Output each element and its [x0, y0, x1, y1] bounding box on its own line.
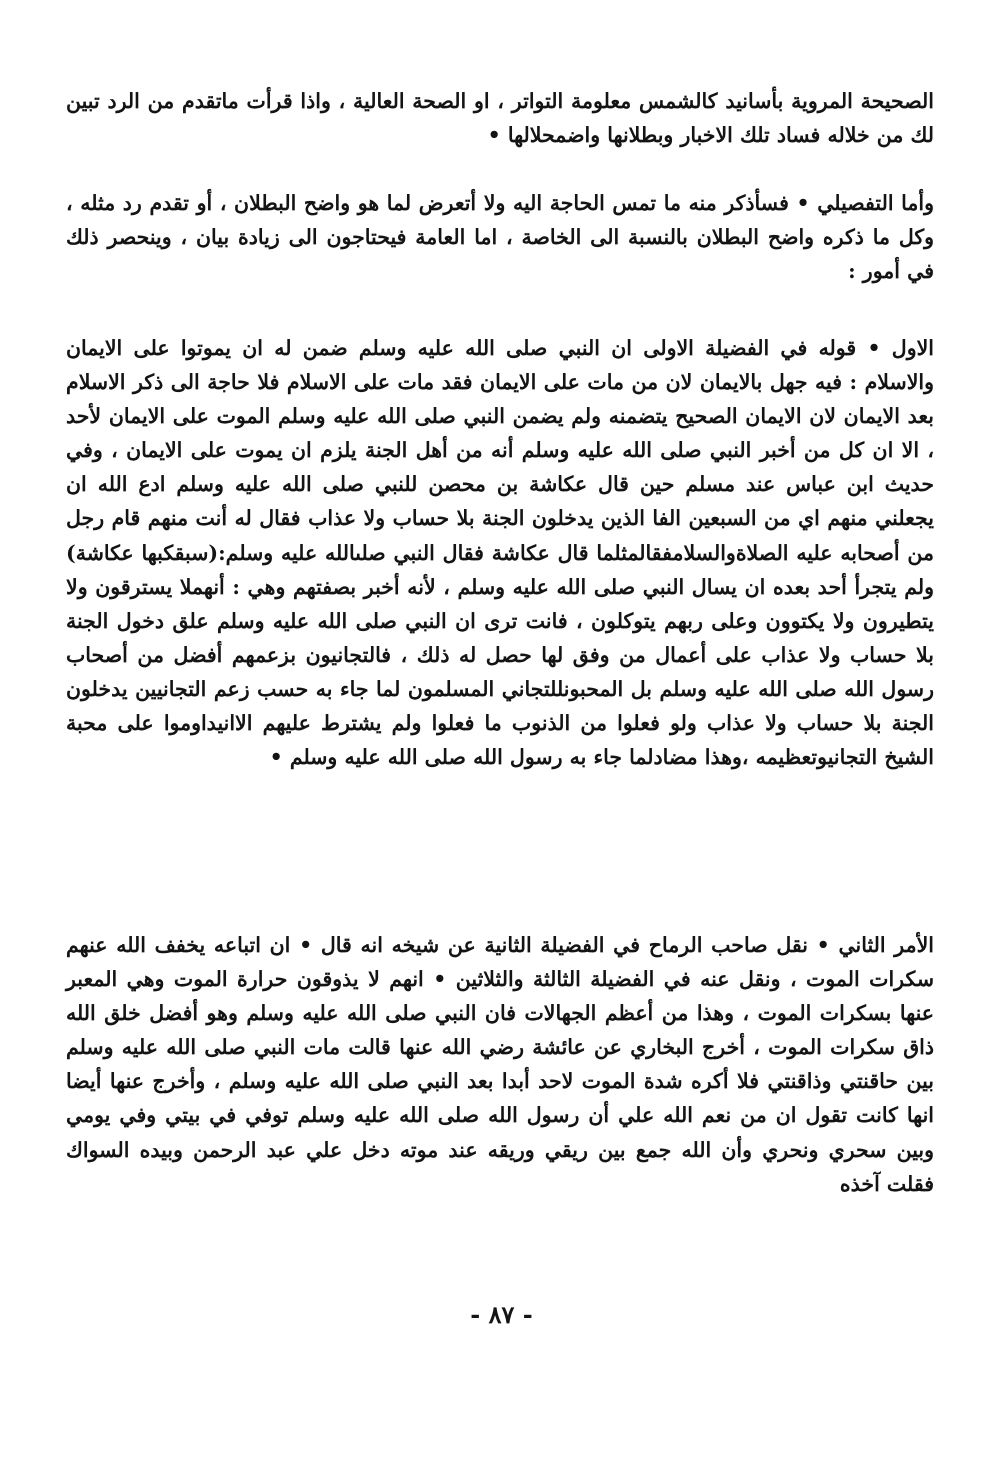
- paragraph-4: الأمر الثاني • نقل صاحب الرماح في الفضيلة الثانية عن شيخه انه قال • ان اتباعه يخفف الله عنهم سكرات الموت ، ونقل عنه في الفضيلة الثالثة والثلاثين • انهم لا يذوقون حرارة الموت وهي المعبر عنها بسكرات الموت ، وهذا من أعظم الجهالات فان النبي صلى الله عليه وسلم وهو أفضل خلق الله ذاق سكرات الموت ، أخرج البخاري عن عائشة رضي الله عنها قالت مات النبي صلى الله عليه وسلم بين حاقنتي وذاقنتي فلا أكره شدة الموت لاحد أبدا بعد النبي صلى الله عليه وسلم ، وأخرج عنها أيضا انها كانت تقول ان من نعم الله علي أن رسول الله صلى الله عليه وسلم توفي في بيتي وفي يومي وبين سحري ونحري وأن الله جمع بين ريقي وريقه عند موته دخل علي عبد الرحمن وبيده السواك فقلت آخذه: [66, 933, 934, 1196]
- paragraph-2: وأما التفصيلي • فسأذكر منه ما تمس الحاجة اليه ولا أتعرض لما هو واضح البطلان ، أو تقدم رد مثله ، وكل ما ذكره واضح البطلان بالنسبة الى الخاصة ، اما العامة فيحتاجون الى زيادة بيان ، وينحصر ذلك في أمور :: [66, 191, 934, 284]
- page-number: - ٨٧ -: [470, 1300, 533, 1329]
- paragraph-1: الصحيحة المروية بأسانيد كالشمس معلومة التواتر ، او الصحة العالية ، واذا قرأت ماتقدم من الرد تبين لك من خلاله فساد تلك الاخبار وبطلانها واضمحلالها •: [66, 89, 934, 148]
- paragraph-3: الاول • قوله في الفضيلة الاولى ان النبي صلى الله عليه وسلم ضمن له ان يموتوا على الايمان والاسلام : فيه جهل بالايمان لان من مات على الايمان فقد مات على الاسلام فلا حاجة الى ذكر الاسلام بعد الايمان لان الايمان الصحيح يتضمنه ولم يضمن النبي صلى الله عليه وسلم الموت على الايمان لأحد ، الا ان كل من أخبر النبي صلى الله عليه وسلم أنه من أهل الجنة يلزم ان يموت على الايمان ، وفي حديث ابن عباس عند مسلم حين قال عكاشة بن محصن للنبي صلى الله عليه وسلم ادع الله ان يجعلني منهم اي من السبعين الفا الذين يدخلون الجنة بلا حساب ولا عذاب فقال له أنت منهم قام رجل من أصحابه عليه الصلاةوالسلامفقالمثلما قال عكاشة فقال النبي صلىالله عليه وسلم:(سبقكبها عكاشة) ولم يتجرأ أحد بعده ان يسال النبي صلى الله عليه وسلم ، لأنه أخبر بصفتهم وهي : أنهملا يسترقون ولا يتطيرون ولا يكتوون وعلى ربهم يتوكلون ، فانت ترى ان النبي صلى الله عليه وسلم علق دخول الجنة بلا حساب ولا عذاب على أعمال من وفق لها حصل له ذلك ، فالتجانيون بزعمهم أفضل من أصحاب رسول الله صلى الله عليه وسلم بل المحبونللتجاني المسلمون لما جاء به حسب زعم التجانيين يدخلون الجنة بلا حساب ولا عذاب ولو فعلوا من الذنوب ما فعلوا ولم يشترط عليهم الاانيداوموا على محبة الشيخ التجانيوتعظيمه ،وهذا مضادلما جاء به رسول الله صلى الله عليه وسلم •: [66, 336, 934, 770]
